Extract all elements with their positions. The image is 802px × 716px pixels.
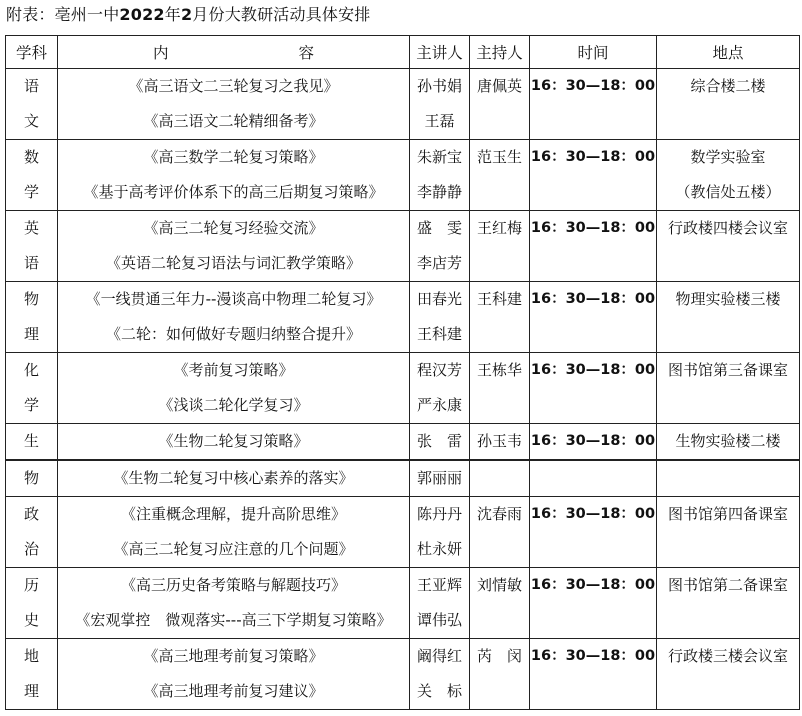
speaker-cell: [410, 460, 470, 497]
subject-cell: [6, 497, 58, 568]
place-cell-line: 数学实验室: [690, 148, 766, 166]
table-row: [6, 424, 800, 461]
time-cell-line: 16：30—18：00: [530, 506, 656, 522]
subject-cell-line: 数: [23, 148, 39, 166]
caption-year-unit: 年: [164, 5, 181, 24]
subject-cell: [6, 353, 58, 424]
speaker-cell: [410, 497, 470, 568]
topic-cell: [58, 140, 410, 211]
place-cell: [657, 424, 800, 461]
topic-cell: [58, 282, 410, 353]
topic-cell: [58, 424, 410, 461]
host-cell: [470, 497, 530, 568]
header-content-left: 内: [152, 44, 169, 62]
time-cell-line: 16：30—18：00: [530, 648, 656, 664]
speaker-cell-line: 王科建: [416, 325, 462, 343]
host-cell: [470, 69, 530, 140]
place-cell: [657, 460, 800, 497]
topic-cell-line: 《二轮：如何做好专题归纳整合提升》: [105, 325, 361, 343]
speaker-cell-line: 杜永妍: [416, 540, 462, 558]
host-cell: [470, 211, 530, 282]
speaker-cell-line: 朱新宝: [416, 148, 462, 166]
speaker-cell-line: 郭丽丽: [416, 469, 462, 487]
topic-cell: [58, 568, 410, 639]
subject-cell-line: 语: [23, 254, 39, 272]
subject-cell-line: 政: [23, 505, 39, 523]
subject-cell-line: 语: [23, 77, 39, 95]
subject-cell: [6, 460, 58, 497]
subject-cell: [6, 282, 58, 353]
time-cell: [530, 69, 657, 140]
time-cell: [530, 497, 657, 568]
header-content: [58, 36, 410, 69]
subject-cell-line: 历: [23, 576, 39, 594]
place-cell: [657, 282, 800, 353]
header-place: 地点: [657, 36, 800, 69]
speaker-cell-line: 关 标: [416, 682, 462, 700]
place-cell-line: 图书馆第三备课室: [667, 361, 788, 379]
topic-cell-line: 《浅谈二轮化学复习》: [158, 396, 309, 414]
table-row: [6, 353, 800, 424]
caption-suffix: 月份大教研活动具体安排: [192, 5, 371, 24]
speaker-cell-line: 李店芳: [416, 254, 462, 272]
header-speaker: 主讲人: [410, 36, 470, 69]
time-cell: [530, 460, 657, 497]
time-cell: [530, 140, 657, 211]
subject-cell-line: 治: [23, 540, 39, 558]
speaker-cell: [410, 282, 470, 353]
speaker-cell-line: 程汉芳: [416, 361, 462, 379]
host-cell: [470, 353, 530, 424]
subject-cell-line: 地: [23, 647, 39, 665]
subject-cell-line: 物: [23, 469, 39, 487]
table-row: [6, 69, 800, 140]
speaker-cell: [410, 140, 470, 211]
host-cell-line: 孙玉韦: [476, 432, 522, 450]
topic-cell: [58, 497, 410, 568]
host-cell: [470, 568, 530, 639]
table-row: [6, 568, 800, 639]
time-cell-line: 16：30—18：00: [530, 78, 656, 94]
time-cell-line: 16：30—18：00: [530, 291, 656, 307]
place-cell-line: （教信处五楼）: [675, 183, 781, 201]
speaker-cell: [410, 69, 470, 140]
table-body: [6, 69, 800, 710]
topic-cell-line: 《高三语文二三轮复习之我见》: [128, 77, 339, 95]
host-cell-line: 范玉生: [476, 148, 522, 166]
topic-cell-line: 《生物二轮复习策略》: [158, 432, 309, 450]
table-row: [6, 140, 800, 211]
subject-cell-line: 学: [23, 396, 39, 414]
table-row: [6, 460, 800, 497]
time-cell: [530, 639, 657, 710]
header-content-right: 容: [298, 44, 315, 62]
header-host: 主持人: [470, 36, 530, 69]
subject-cell: [6, 69, 58, 140]
speaker-cell-line: 严永康: [416, 396, 462, 414]
subject-cell: [6, 568, 58, 639]
place-cell-line: 综合楼二楼: [690, 77, 766, 95]
place-cell: [657, 639, 800, 710]
subject-cell: [6, 140, 58, 211]
time-cell-line: 16：30—18：00: [530, 362, 656, 378]
place-cell-line: 行政楼四楼会议室: [667, 219, 788, 237]
place-cell: [657, 69, 800, 140]
speaker-cell-line: 田春光: [416, 290, 462, 308]
host-cell-line: 王科建: [476, 290, 522, 308]
header-time: 时间: [530, 36, 657, 69]
header-row: [6, 36, 800, 69]
caption-prefix: 附表：亳州一中: [6, 5, 120, 24]
time-cell: [530, 211, 657, 282]
time-cell-line: 16：30—18：00: [530, 220, 656, 236]
time-cell: [530, 424, 657, 461]
topic-cell: [58, 69, 410, 140]
host-cell: [470, 639, 530, 710]
speaker-cell-line: 张 雷: [416, 432, 462, 450]
speaker-cell: [410, 639, 470, 710]
subject-cell-line: 文: [23, 112, 39, 130]
subject-cell-line: 学: [23, 183, 39, 201]
host-cell-line: 刘情敏: [476, 576, 522, 594]
place-cell-line: 行政楼三楼会议室: [667, 647, 788, 665]
caption-month: 2: [180, 5, 193, 24]
topic-cell-line: 《英语二轮复习语法与词汇教学策略》: [105, 254, 361, 272]
subject-cell-line: 物: [23, 290, 39, 308]
place-cell: [657, 140, 800, 211]
table-row: [6, 639, 800, 710]
subject-cell-line: 理: [23, 325, 39, 343]
place-cell-line: 图书馆第四备课室: [667, 505, 788, 523]
topic-cell-line: 《宏观掌控 微观落实---高三下学期复习策略》: [75, 611, 392, 629]
table-row: [6, 282, 800, 353]
subject-cell: [6, 211, 58, 282]
host-cell: [470, 282, 530, 353]
place-cell: [657, 211, 800, 282]
time-cell: [530, 353, 657, 424]
subject-cell-line: 史: [23, 611, 39, 629]
subject-cell: [6, 639, 58, 710]
host-cell-line: 唐佩英: [476, 77, 522, 95]
host-cell-line: 芮 闵: [476, 647, 522, 665]
speaker-cell: [410, 424, 470, 461]
topic-cell-line: 《生物二轮复习中核心素养的落实》: [113, 469, 354, 487]
subject-cell-line: 理: [23, 682, 39, 700]
topic-cell-line: 《一线贯通三年力--漫谈高中物理二轮复习》: [85, 290, 382, 308]
place-cell: [657, 353, 800, 424]
table-row: [6, 211, 800, 282]
speaker-cell-line: 阚得红: [416, 647, 462, 665]
time-cell-line: 16：30—18：00: [530, 577, 656, 593]
table-caption: [6, 3, 371, 27]
host-cell: [470, 460, 530, 497]
speaker-cell-line: 盛 雯: [416, 219, 462, 237]
topic-cell-line: 《高三语文二轮精细备考》: [143, 112, 324, 130]
topic-cell-line: 《高三历史备考策略与解题技巧》: [120, 576, 346, 594]
place-cell: [657, 497, 800, 568]
time-cell-line: 16：30—18：00: [530, 433, 656, 449]
speaker-cell: [410, 568, 470, 639]
topic-cell-line: 《高三地理考前复习策略》: [143, 647, 324, 665]
topic-cell-line: 《考前复习策略》: [173, 361, 294, 379]
topic-cell: [58, 353, 410, 424]
place-cell-line: 物理实验楼三楼: [675, 290, 781, 308]
host-cell: [470, 424, 530, 461]
subject-cell-line: 化: [23, 361, 39, 379]
host-cell: [470, 140, 530, 211]
time-cell: [530, 568, 657, 639]
header-subject: 学科: [6, 36, 58, 69]
speaker-cell-line: 孙书娟: [416, 77, 462, 95]
speaker-cell: [410, 353, 470, 424]
speaker-cell-line: 王磊: [424, 112, 455, 130]
place-cell: [657, 568, 800, 639]
place-cell-line: 图书馆第二备课室: [667, 576, 788, 594]
speaker-cell: [410, 211, 470, 282]
subject-cell-line: 生: [23, 432, 39, 450]
topic-cell-line: 《基于高考评价体系下的高三后期复习策略》: [83, 183, 384, 201]
speaker-cell-line: 陈丹丹: [416, 505, 462, 523]
subject-cell: [6, 424, 58, 461]
caption-year: 2022: [119, 5, 165, 24]
topic-cell-line: 《高三地理考前复习建议》: [143, 682, 324, 700]
schedule-table: [5, 35, 800, 710]
host-cell-line: 王红梅: [476, 219, 522, 237]
topic-cell-line: 《高三二轮复习应注意的几个问题》: [113, 540, 354, 558]
time-cell: [530, 282, 657, 353]
topic-cell: [58, 460, 410, 497]
speaker-cell-line: 王亚辉: [416, 576, 462, 594]
host-cell-line: 王栋华: [476, 361, 522, 379]
time-cell-line: 16：30—18：00: [530, 149, 656, 165]
speaker-cell-line: 谭伟弘: [416, 611, 462, 629]
topic-cell-line: 《注重概念理解，提升高阶思维》: [120, 505, 346, 523]
topic-cell: [58, 211, 410, 282]
topic-cell-line: 《高三数学二轮复习策略》: [143, 148, 324, 166]
host-cell-line: 沈春雨: [476, 505, 522, 523]
topic-cell: [58, 639, 410, 710]
topic-cell-line: 《高三二轮复习经验交流》: [143, 219, 324, 237]
speaker-cell-line: 李静静: [416, 183, 462, 201]
subject-cell-line: 英: [23, 219, 39, 237]
place-cell-line: 生物实验楼二楼: [675, 432, 781, 450]
table-row: [6, 497, 800, 568]
